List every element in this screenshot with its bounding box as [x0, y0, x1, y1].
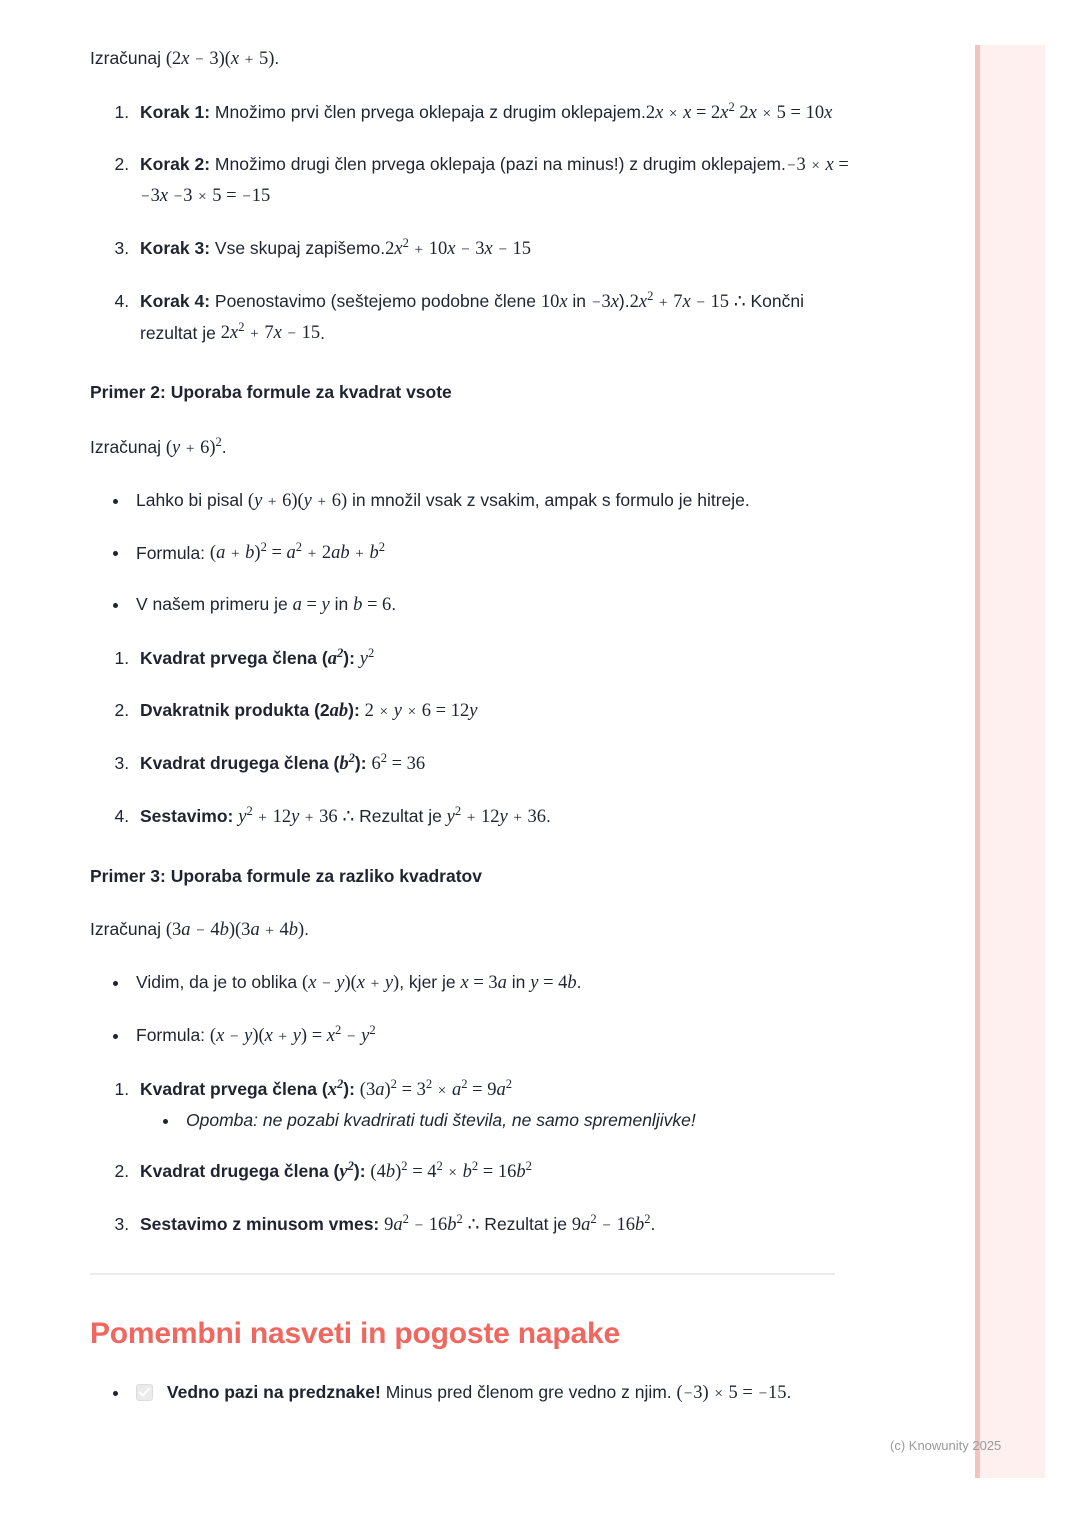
primer3-intro-line: Izračunaj (3a − 4b)(3a + 4b).	[90, 919, 310, 941]
step-text: Poenostavimo (seštejemo podobne člene 10x in −3x).	[214, 290, 630, 312]
tips-list	[90, 1378, 850, 1409]
page-edge-stripe	[975, 45, 1045, 1478]
list-item: 1. Korak 1: Množimo prvi člen prvega oklepaja z drugim oklepajem.2x × $x = 2x^2$ 2x × 5 = 10x	[134, 97, 850, 129]
primer3-substep-list	[140, 1106, 850, 1134]
list-item: 3. Kvadrat drugega člena $(b^2)$: $6^2 = 36$	[134, 748, 850, 780]
document-body	[90, 44, 850, 1431]
copyright-watermark: (c) Knowunity 2025	[890, 1438, 1002, 1453]
list-item: • Vedno pazi na predznake! Minus pred členom gre vedno z njim. (−3) × 5 = −15.	[130, 1378, 850, 1409]
list-item: • Formula: $(a + b)^2 = a^2 + 2ab + b^2$	[130, 538, 850, 570]
list-item: 3. Korak 3: Vse skupaj $zapišemo.2x^2 + 10x - 3x - 15$	[134, 233, 850, 265]
list-item	[180, 1106, 850, 1134]
list-item: 1. Kvadrat prvega člena $(a^2)$: $y^2$	[134, 643, 850, 675]
sub-note: Opomba: ne pozabi kvadrirati tudi števila, ne samo spremenljivke!	[186, 1109, 696, 1130]
step-label: Kvadrat drugega člena $(y^2)$:	[140, 1159, 366, 1183]
step-label: Korak 2:	[140, 153, 211, 174]
primer2-heading: Primer 2: Uporaba formule za kvadrat vsote	[90, 382, 452, 403]
step-label: Sestavimo z minusom vmes:	[140, 1214, 380, 1234]
step-label: Korak 1:	[140, 101, 211, 122]
step-label: Korak 3:	[140, 237, 211, 258]
tip-text: Minus pred členom gre vedno z njim.	[385, 1382, 672, 1403]
list-item: 3. Sestavimo z minusom vmes: $9a^2 - 16b^2$ ∴ Rezultat je $9a^2 - 16b^2$.	[134, 1209, 850, 1241]
step-label: Kvadrat drugega člena $(b^2)$:	[140, 751, 367, 775]
primer2-bullet-list	[90, 486, 850, 622]
step-text: Množimo drugi člen prvega oklepaja (pazi na minus!) z drugim oklepajem.	[214, 153, 786, 174]
tip-label: Vedno pazi na predznake!	[166, 1382, 381, 1403]
list-item: 2. Kvadrat drugega člena $(y^2)$: $(4b)^2 = 4^2 \times b^2 = 16b^2$	[134, 1156, 850, 1188]
tips-heading: Pomembni nasveti in pogoste napake	[90, 1316, 620, 1350]
list-item: • Formula: $(x - y)(x + y) = x^2 - y^2$	[130, 1020, 850, 1052]
list-item: 4. Sestavimo: $y^2 + 12y + 36$ ∴ Rezultat je $y^2 + 12y + 36$.	[134, 801, 850, 833]
checkbox-checked-icon	[136, 1381, 153, 1398]
list-item: 2. Korak 2: Množimo drugi člen prvega oklepaja (pazi na minus!) z drugim oklepajem.−3 × x = −3x −3 × 5 = −15	[134, 150, 850, 212]
primer1-intro-line: Izračunaj (2x − 3)(x + 5).	[90, 48, 280, 69]
primer2-step-list	[90, 643, 850, 833]
section-divider	[90, 1273, 835, 1275]
step-text: Vse skupaj zapišemo.	[214, 237, 386, 258]
step-label: Kvadrat prvega člena $(a^2)$:	[140, 646, 355, 670]
list-item: 4. Korak 4: Poenostavimo (seštejemo podobne člene 10x in $-3x).2x^2 + 7x - 15$ ∴ Končni rezultat je $2x^2 + 7x - 15$.	[134, 286, 850, 350]
list-item: 2. Dvakratnik produkta (2ab): 2 × y × 6 = 12y	[134, 696, 850, 727]
primer2-intro-line: Izračunaj $(y + 6)^2$.	[90, 434, 227, 458]
primer3-heading: Primer 3: Uporaba formule za razliko kvadratov	[90, 865, 482, 886]
primer3-bullet-list	[90, 968, 850, 1052]
list-item: • Lahko bi pisal (y + 6)(y + 6) in množil vsak z vsakim, ampak s formulo je hitreje.	[130, 486, 850, 517]
list-item: • V našem primeru je a = y in b = 6.	[130, 590, 850, 621]
primer1-step-list	[90, 97, 850, 349]
step-text: Množimo prvi člen prvega oklepaja z drugim oklepajem.	[214, 101, 646, 122]
step-label: Dvakratnik produkta (2ab):	[140, 700, 360, 722]
primer3-step-list	[90, 1074, 850, 1241]
step-label: Sestavimo:	[140, 805, 234, 826]
list-item: • Vidim, da je to oblika (x − y)(x + y), kjer je x = 3a in y = 4b.	[130, 968, 850, 999]
step-label: Kvadrat prvega člena $(x^2)$:	[140, 1077, 355, 1100]
step-label: Korak 4:	[140, 290, 211, 311]
list-item: 1. Kvadrat prvega člena $(x^2)$: $(3a)^2 = 3^2 \times a^2 = 9a^2$ • Opomba: ne pozabi kvadrirati tudi števila, ne samo spremenljivke!	[134, 1074, 850, 1134]
